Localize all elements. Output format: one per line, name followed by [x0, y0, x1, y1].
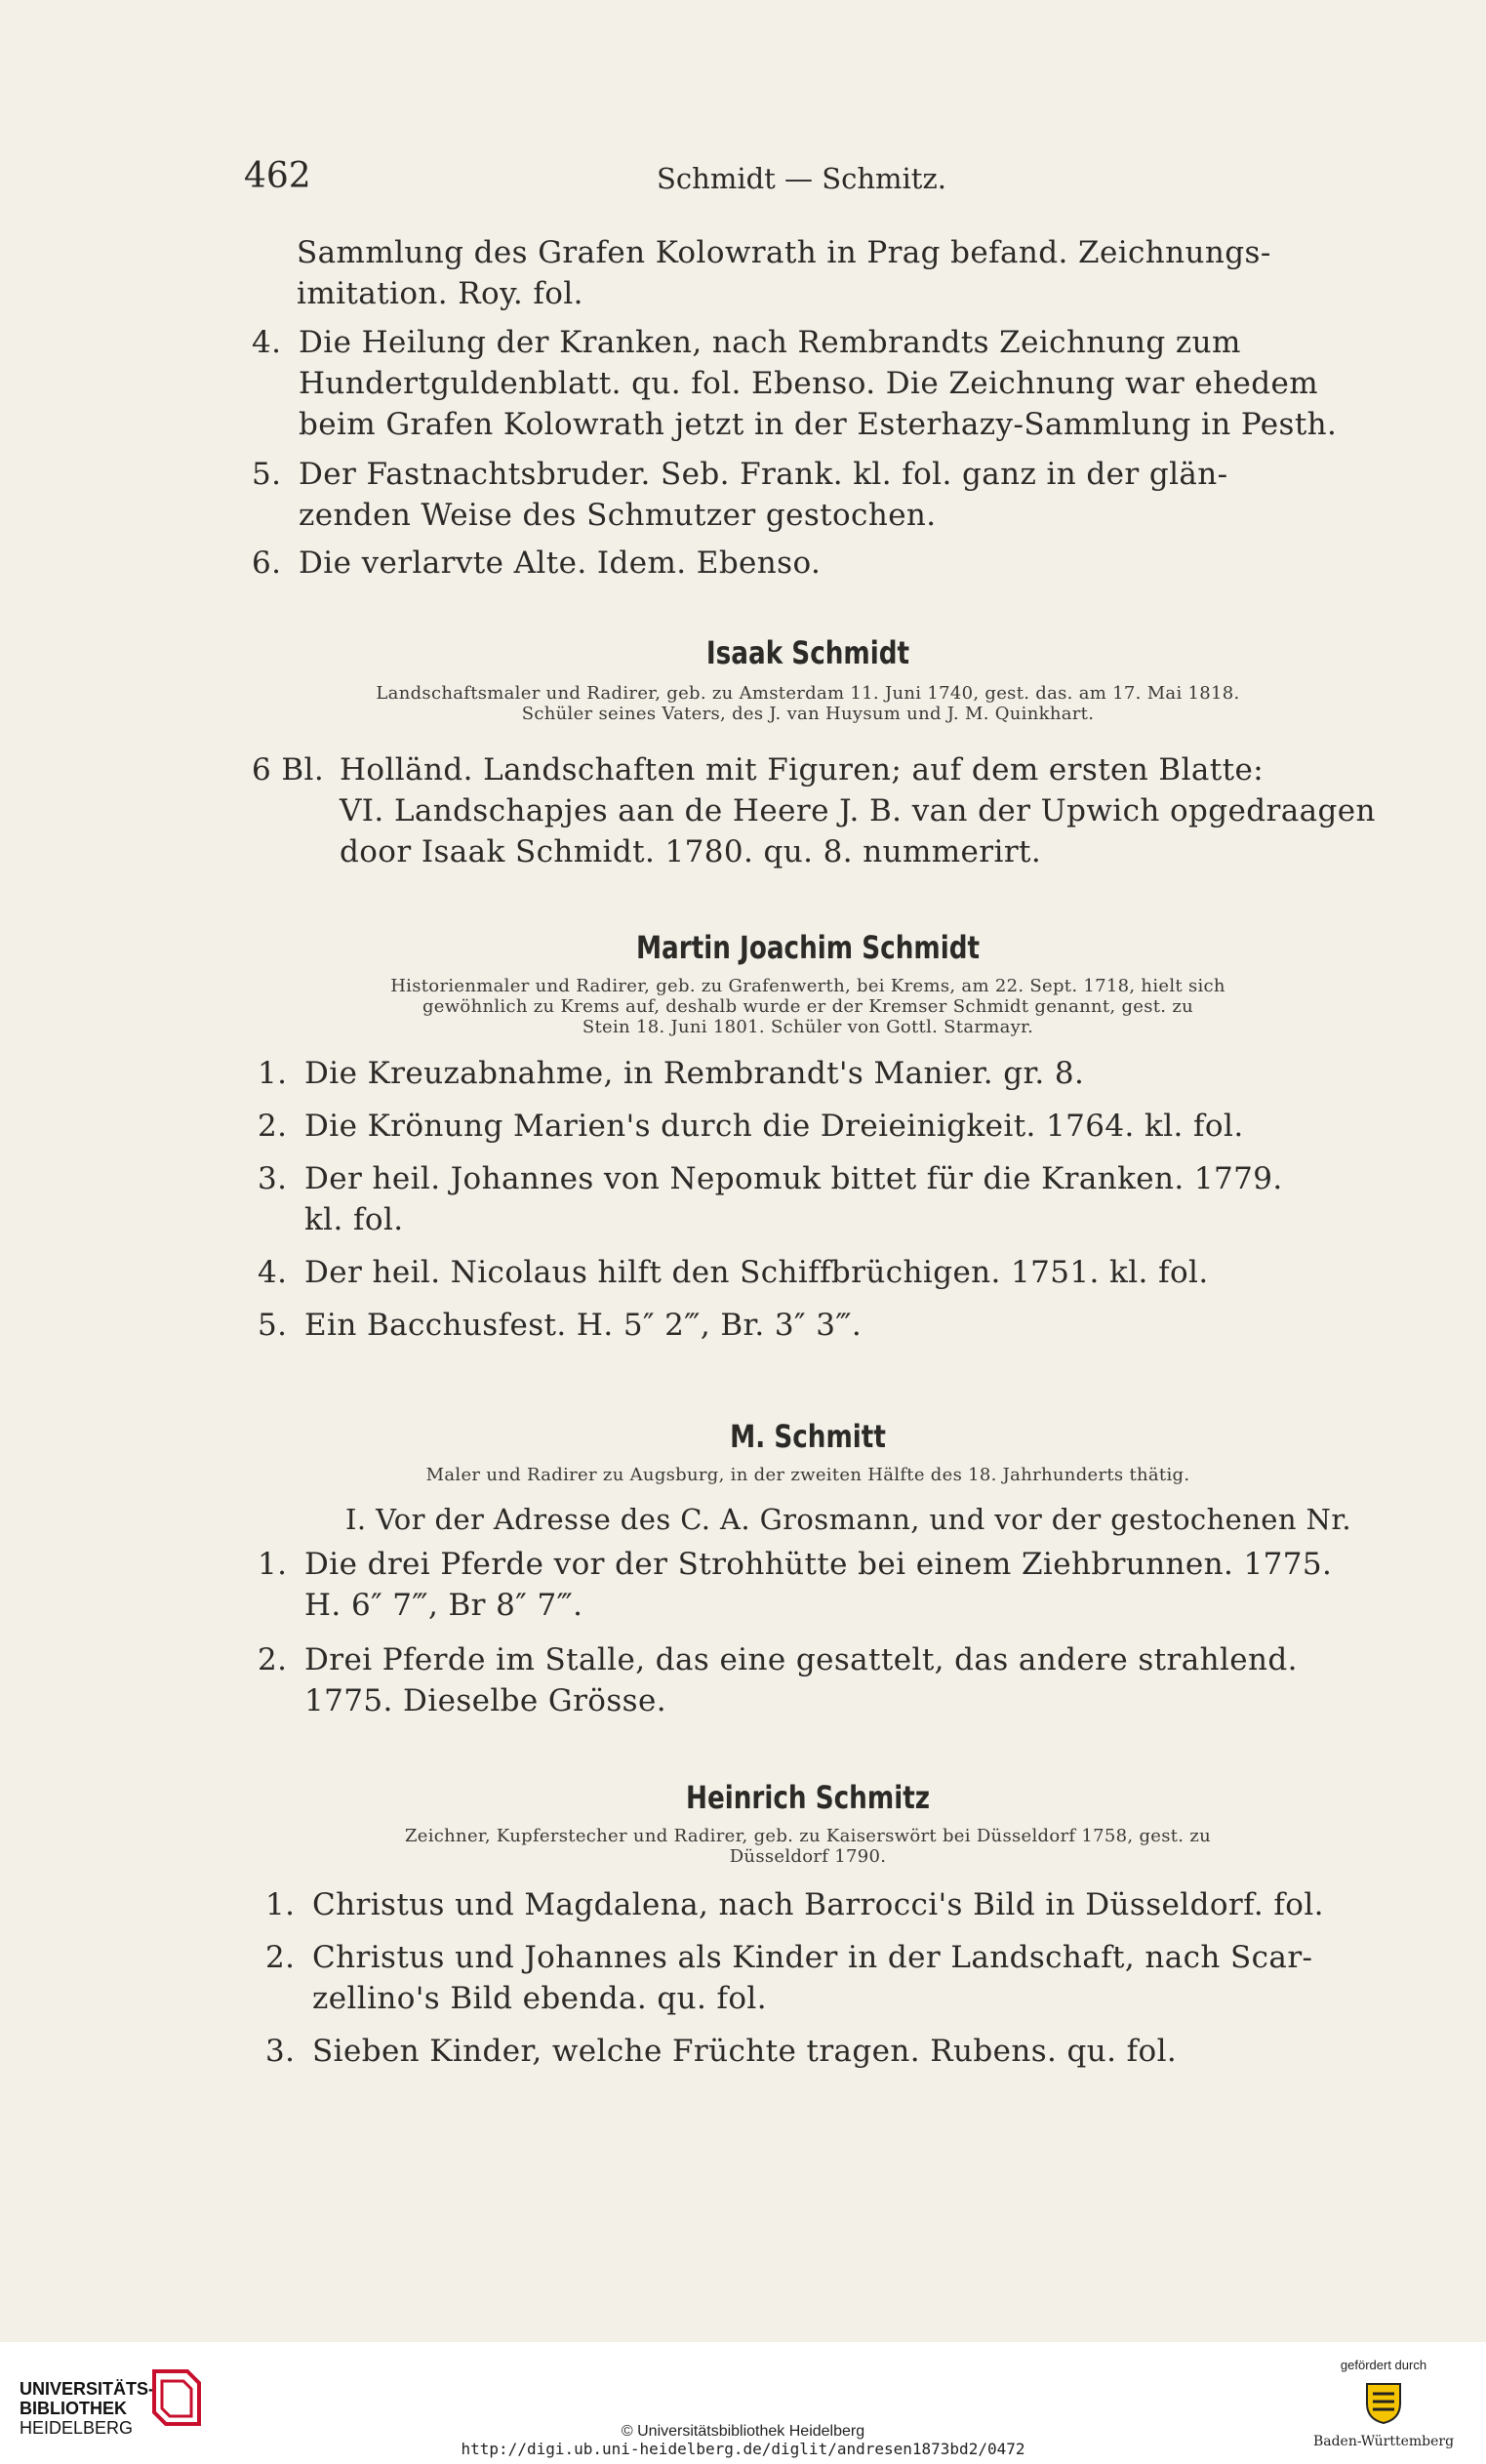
- item-line: Die Heilung der Kranken, nach Rembrandts Zeichnung zum: [299, 325, 1241, 360]
- section-title: M. Schmitt: [730, 1418, 886, 1455]
- item-line: zellino's Bild ebenda. qu. fol.: [312, 1981, 768, 2016]
- item-number: 1.: [265, 1887, 296, 1922]
- item-line: Die Krönung Marien's durch die Dreieinigkeit. 1764. kl. fol.: [304, 1109, 1244, 1144]
- copyright-block: [0, 2423, 1486, 2458]
- list-item: [258, 1053, 1364, 1094]
- bio-line: Historienmaler und Radirer, geb. zu Grafenwerth, bei Krems, am 22. Sept. 1718, hielt sich: [390, 976, 1225, 996]
- list-item: [258, 1252, 1364, 1293]
- item-line: Holländ. Landschaften mit Figuren; auf dem ersten Blatte:: [340, 752, 1265, 788]
- item-line: Der Fastnachtsbruder. Seb. Frank. kl. fol. ganz in der glän-: [299, 457, 1228, 492]
- section-bio: [252, 683, 1364, 724]
- item-number: 4.: [258, 1255, 288, 1290]
- section-title: Martin Joachim Schmidt: [635, 929, 981, 966]
- section-m-schmitt: [252, 1418, 1364, 1721]
- intro-item: [252, 543, 1364, 584]
- intro-line: imitation. Roy. fol.: [297, 276, 583, 311]
- list-item: [252, 749, 1376, 872]
- item-number: 3.: [265, 2034, 296, 2069]
- item-line: door Isaak Schmidt. 1780. qu. 8. nummerirt.: [340, 834, 1042, 869]
- item-number: 3.: [258, 1161, 288, 1196]
- section-title: Isaak Schmidt: [705, 634, 910, 671]
- item-number: 6.: [252, 545, 282, 581]
- list-item: [265, 1884, 1364, 1925]
- list-item: [258, 1544, 1364, 1626]
- library-line: BIBLIOTHEK: [20, 2399, 127, 2418]
- library-logo-icon: [148, 2367, 207, 2428]
- list-item: [258, 1639, 1364, 1721]
- list-item: [265, 2031, 1364, 2072]
- item-number: 2.: [265, 1940, 296, 1975]
- item-line: H. 6″ 7‴, Br 8″ 7‴.: [304, 1588, 583, 1623]
- item-line: Christus und Magdalena, nach Barrocci's Bild in Düsseldorf. fol.: [312, 1887, 1324, 1922]
- intro-block: [252, 232, 1364, 314]
- sponsor-name: Baden-Württemberg: [1312, 2434, 1455, 2449]
- item-line: Die drei Pferde vor der Strohhütte bei einem Ziehbrunnen. 1775.: [304, 1547, 1333, 1582]
- item-line: Die Kreuzabnahme, in Rembrandt's Manier. gr. 8.: [304, 1056, 1085, 1091]
- list-item: [258, 1158, 1364, 1240]
- item-line: Der heil. Nicolaus hilft den Schiffbrüchigen. 1751. kl. fol.: [304, 1255, 1209, 1290]
- item-number: 1.: [258, 1547, 288, 1582]
- item-line: Sieben Kinder, welche Früchte tragen. Rubens. qu. fol.: [312, 2034, 1178, 2069]
- item-line: Der heil. Johannes von Nepomuk bittet für die Kranken. 1779.: [304, 1161, 1283, 1196]
- item-line: VI. Landschapjes aan de Heere J. B. van der Upwich opgedraagen: [340, 793, 1376, 828]
- section-bio: [252, 1826, 1364, 1867]
- bio-line: Schüler seines Vaters, des J. van Huysum und J. M. Quinkhart.: [521, 704, 1095, 724]
- bio-line: Maler und Radirer zu Augsburg, in der zweiten Hälfte des 18. Jahrhunderts thätig.: [425, 1465, 1190, 1485]
- item-line: 1775. Dieselbe Grösse.: [304, 1683, 666, 1718]
- bio-line: Stein 18. Juni 1801. Schüler von Gottl. Starmayr.: [582, 1017, 1034, 1037]
- page-header: [244, 156, 1359, 205]
- item-line: Drei Pferde im Stalle, das eine gesattelt, das andere strahlend.: [304, 1642, 1298, 1677]
- section-martin-joachim-schmidt: [252, 929, 1364, 1346]
- item-line: Die verlarvte Alte. Idem. Ebenso.: [299, 545, 822, 581]
- section-title: Heinrich Schmitz: [685, 1779, 931, 1816]
- state-note: I. Vor der Adresse des C. A. Grosmann, und vor der gestochenen Nr.: [345, 1503, 1352, 1536]
- section-bio: [252, 976, 1364, 1037]
- sponsor-label: gefördert durch: [1340, 2358, 1427, 2372]
- list-item: [258, 1106, 1364, 1147]
- item-number: 2.: [258, 1642, 288, 1677]
- copyright-text: © Universitätsbibliothek Heidelberg: [621, 2423, 865, 2440]
- section-isaak-schmidt: [252, 634, 1376, 872]
- intro-item: [252, 454, 1364, 536]
- item-number: 5.: [252, 457, 282, 492]
- viewer-footer: [0, 2342, 1486, 2464]
- bio-line: Zeichner, Kupferstecher und Radirer, geb. zu Kaiserswört bei Düsseldorf 1758, gest. zu: [404, 1826, 1212, 1846]
- coat-of-arms-icon: [1363, 2380, 1404, 2425]
- bio-line: Landschaftsmaler und Radirer, geb. zu Amsterdam 11. Juni 1740, gest. das. am 17. Mai 1818.: [376, 683, 1240, 704]
- library-line: HEIDELBERG: [20, 2418, 134, 2438]
- item-line: Christus und Johannes als Kinder in der Landschaft, nach Scar-: [312, 1940, 1313, 1975]
- page-number: 462: [244, 156, 311, 196]
- bio-line: gewöhnlich zu Krems auf, deshalb wurde er der Kremser Schmidt genannt, gest. zu: [422, 996, 1194, 1017]
- section-heinrich-schmitz: [252, 1779, 1364, 2072]
- intro-item: [252, 322, 1364, 445]
- section-bio: [252, 1465, 1364, 1485]
- list-item: [265, 1937, 1364, 2019]
- item-line: Ein Bacchusfest. H. 5″ 2‴, Br. 3″ 3‴.: [304, 1308, 863, 1343]
- item-line: zenden Weise des Schmutzer gestochen.: [299, 498, 937, 533]
- intro-line: Sammlung des Grafen Kolowrath in Prag befand. Zeichnungs-: [297, 235, 1271, 270]
- item-number: 6 Bl.: [252, 752, 325, 788]
- item-number: 5.: [258, 1308, 288, 1343]
- item-number: 1.: [258, 1056, 288, 1091]
- item-line: kl. fol.: [304, 1202, 404, 1237]
- permalink[interactable]: http://digi.ub.uni-heidelberg.de/diglit/andresen1873bd2/0472: [461, 2440, 1025, 2458]
- running-title: Schmidt — Schmitz.: [657, 162, 946, 195]
- item-line: Hundertguldenblatt. qu. fol. Ebenso. Die Zeichnung war ehedem: [299, 366, 1318, 401]
- list-item: [258, 1305, 1364, 1346]
- item-number: 2.: [258, 1109, 288, 1144]
- library-line: UNIVERSITÄTS-: [20, 2379, 155, 2399]
- item-number: 4.: [252, 325, 282, 360]
- bio-line: Düsseldorf 1790.: [729, 1846, 887, 1867]
- item-line: beim Grafen Kolowrath jetzt in der Esterhazy-Sammlung in Pesth.: [299, 407, 1338, 442]
- sponsor-block: [1310, 2358, 1457, 2449]
